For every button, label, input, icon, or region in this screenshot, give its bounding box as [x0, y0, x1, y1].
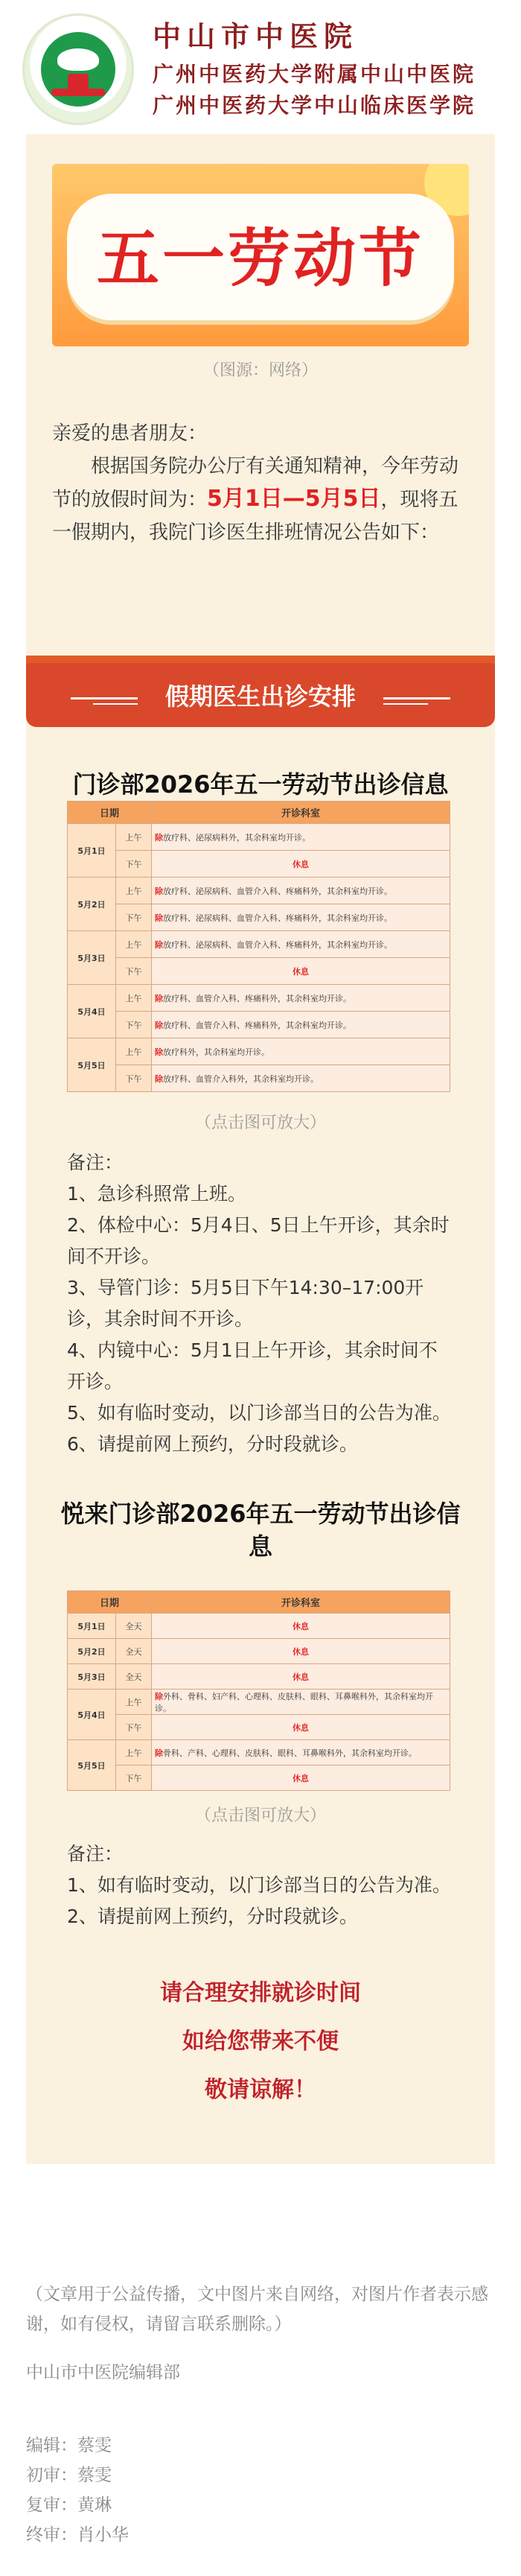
department-cell: 除放疗科外，其余科室均开诊。 [152, 1038, 450, 1065]
notes-title: 备注： [67, 1152, 124, 1173]
session-cell: 下午 [116, 1012, 152, 1038]
session-cell: 上午 [116, 1740, 152, 1766]
rest-cell: 休息 [152, 851, 450, 878]
table-row [68, 851, 450, 878]
department-cell: 除放疗科、泌尿病科、血管介入科、疼痛科外，其余科室均开诊。 [152, 931, 450, 958]
table-row [68, 1012, 450, 1038]
session-cell: 上午 [116, 824, 152, 851]
note-item: 2、体检中心：5月4日、5日上午开诊，其余时间不开诊。 [67, 1214, 450, 1267]
hospital-name: 中山市中医院 [153, 19, 359, 53]
table-row [68, 1038, 450, 1065]
note-item: 2、请提前网上预约，分时段就诊。 [67, 1906, 358, 1927]
editor-line: 编辑：蔡雯 [26, 2436, 112, 2455]
rest-cell: 休息 [152, 1766, 450, 1791]
session-cell: 下午 [116, 904, 152, 931]
session-cell: 上午 [116, 878, 152, 904]
department-cell: 除外科、骨科、妇产科、心理科、皮肤科、眼科、耳鼻喉科外，其余科室均开诊。 [152, 1690, 450, 1715]
rest-cell: 休息 [152, 958, 450, 985]
session-cell: 下午 [116, 1715, 152, 1740]
note-item: 5、如有临时变动，以门诊部当日的公告为准。 [67, 1402, 451, 1424]
final-review-line: 终审：肖小华 [26, 2525, 129, 2545]
table-row [68, 904, 450, 931]
notes-title-2: 备注： [67, 1843, 124, 1865]
session-cell: 全天 [116, 1664, 152, 1690]
editorial-dept: 中山市中医院编辑部 [26, 2363, 180, 2382]
session-cell: 上午 [116, 1690, 152, 1715]
table-row [68, 1614, 450, 1639]
intro-paragraph: 根据国务院办公厅有关通知精神，今年劳动节的放假时间为：5月1日—5月5日，现将五一假期内，我院门诊医生排班情况公告如下： [52, 455, 459, 544]
session-cell: 下午 [116, 1766, 152, 1791]
date-cell: 5月1日 [68, 1614, 116, 1639]
yuelai-clinic-title: 悦来门诊部2026年五一劳动节出诊信息 [60, 1500, 461, 1561]
first-review-line: 初审：蔡雯 [26, 2466, 112, 2485]
session-cell: 全天 [116, 1639, 152, 1664]
table-row [68, 1766, 450, 1791]
table-row [68, 958, 450, 985]
session-cell: 上午 [116, 1038, 152, 1065]
table-row [68, 878, 450, 904]
yuelai-clinic-schedule-table[interactable] [67, 1590, 450, 1791]
note-item: 4、内镜中心：5月1日上午开诊，其余时间不开诊。 [67, 1339, 438, 1392]
table-row [68, 1690, 450, 1715]
date-cell: 5月3日 [68, 931, 116, 985]
date-column-header: 日期 [68, 802, 152, 824]
may-day-banner-image[interactable] [52, 164, 469, 346]
note-item: 6、请提前网上预约，分时段就诊。 [67, 1433, 358, 1455]
greeting: 亲爱的患者朋友： [52, 422, 208, 445]
closing-line-2: 如给您带来不便 [182, 2028, 339, 2055]
session-cell: 下午 [116, 851, 152, 878]
section-title: 假期医生出诊安排 [164, 682, 356, 711]
department-column-header: 开诊科室 [152, 802, 450, 824]
table-row [68, 1740, 450, 1766]
banner-title: 五一劳动节 [96, 222, 424, 295]
date-cell: 5月4日 [68, 1690, 116, 1740]
table-row [68, 824, 450, 851]
session-cell: 下午 [116, 958, 152, 985]
table-row [68, 1664, 450, 1690]
image-source-caption: （图源：网络） [202, 361, 318, 380]
click-to-enlarge-caption: （点击图可放大） [194, 1114, 326, 1132]
department-cell: 除放疗科、泌尿病科外，其余科室均开诊。 [152, 824, 450, 851]
table-row [68, 931, 450, 958]
rest-cell: 休息 [152, 1664, 450, 1690]
hospital-subtitle-2: 广州中医药大学中山临床医学院 [153, 93, 476, 118]
date-cell: 5月3日 [68, 1664, 116, 1690]
hospital-logo-icon [22, 13, 134, 125]
department-cell: 除放疗科、泌尿病科、血管介入科、疼痛科外，其余科室均开诊。 [152, 904, 450, 931]
date-cell: 5月5日 [68, 1038, 116, 1092]
date-column-header: 日期 [68, 1591, 152, 1614]
session-cell: 全天 [116, 1614, 152, 1639]
hospital-header [0, 0, 521, 134]
closing-line-3: 敬请谅解！ [205, 2077, 316, 2103]
click-to-enlarge-caption-2: （点击图可放大） [194, 1806, 326, 1825]
department-cell: 除放疗科、血管介入科、疼痛科外，其余科室均开诊。 [152, 985, 450, 1012]
department-cell: 除放疗科、泌尿病科、血管介入科、疼痛科外，其余科室均开诊。 [152, 878, 450, 904]
department-cell: 除骨科、产科、心理科、皮肤科、眼科、耳鼻喉科外，其余科室均开诊。 [152, 1740, 450, 1766]
session-cell: 上午 [116, 931, 152, 958]
note-item: 1、急诊科照常上班。 [67, 1183, 246, 1205]
yuelai-clinic-notes [67, 1839, 454, 1932]
date-cell: 5月2日 [68, 1639, 116, 1664]
date-cell: 5月1日 [68, 824, 116, 878]
date-cell: 5月5日 [68, 1740, 116, 1791]
note-item: 3、导管门诊：5月5日下午14:30–17:00开诊，其余时间不开诊。 [67, 1277, 424, 1330]
note-item: 1、如有临时变动，以门诊部当日的公告为准。 [67, 1874, 451, 1896]
department-cell: 除放疗科、血管介入科外，其余科室均开诊。 [152, 1065, 450, 1092]
holiday-dates: 5月1日—5月5日 [207, 486, 381, 512]
session-cell: 上午 [116, 985, 152, 1012]
main-clinic-notes [67, 1147, 454, 1460]
main-clinic-title: 门诊部2026年五一劳动节出诊信息 [72, 770, 449, 799]
session-cell: 下午 [116, 1065, 152, 1092]
rest-cell: 休息 [152, 1614, 450, 1639]
table-row [68, 985, 450, 1012]
closing-line-1: 请合理安排就诊时间 [160, 1980, 361, 2006]
hospital-subtitle-1: 广州中医药大学附属中山中医院 [153, 62, 476, 86]
second-review-line: 复审：黄琳 [26, 2496, 112, 2515]
department-column-header: 开诊科室 [152, 1591, 450, 1614]
table-row [68, 1639, 450, 1664]
section-ribbon [26, 656, 495, 730]
date-cell: 5月4日 [68, 985, 116, 1038]
rest-cell: 休息 [152, 1639, 450, 1664]
table-row [68, 1065, 450, 1092]
disclaimer-text: （文章用于公益传播，文中图片来自网络，对图片作者表示感谢，如有侵权，请留言联系删除。） [26, 2285, 488, 2334]
department-cell: 除放疗科、血管介入科、疼痛科外，其余科室均开诊。 [152, 1012, 450, 1038]
date-cell: 5月2日 [68, 878, 116, 931]
table-row [68, 1715, 450, 1740]
main-clinic-schedule-table[interactable] [67, 801, 450, 1092]
rest-cell: 休息 [152, 1715, 450, 1740]
